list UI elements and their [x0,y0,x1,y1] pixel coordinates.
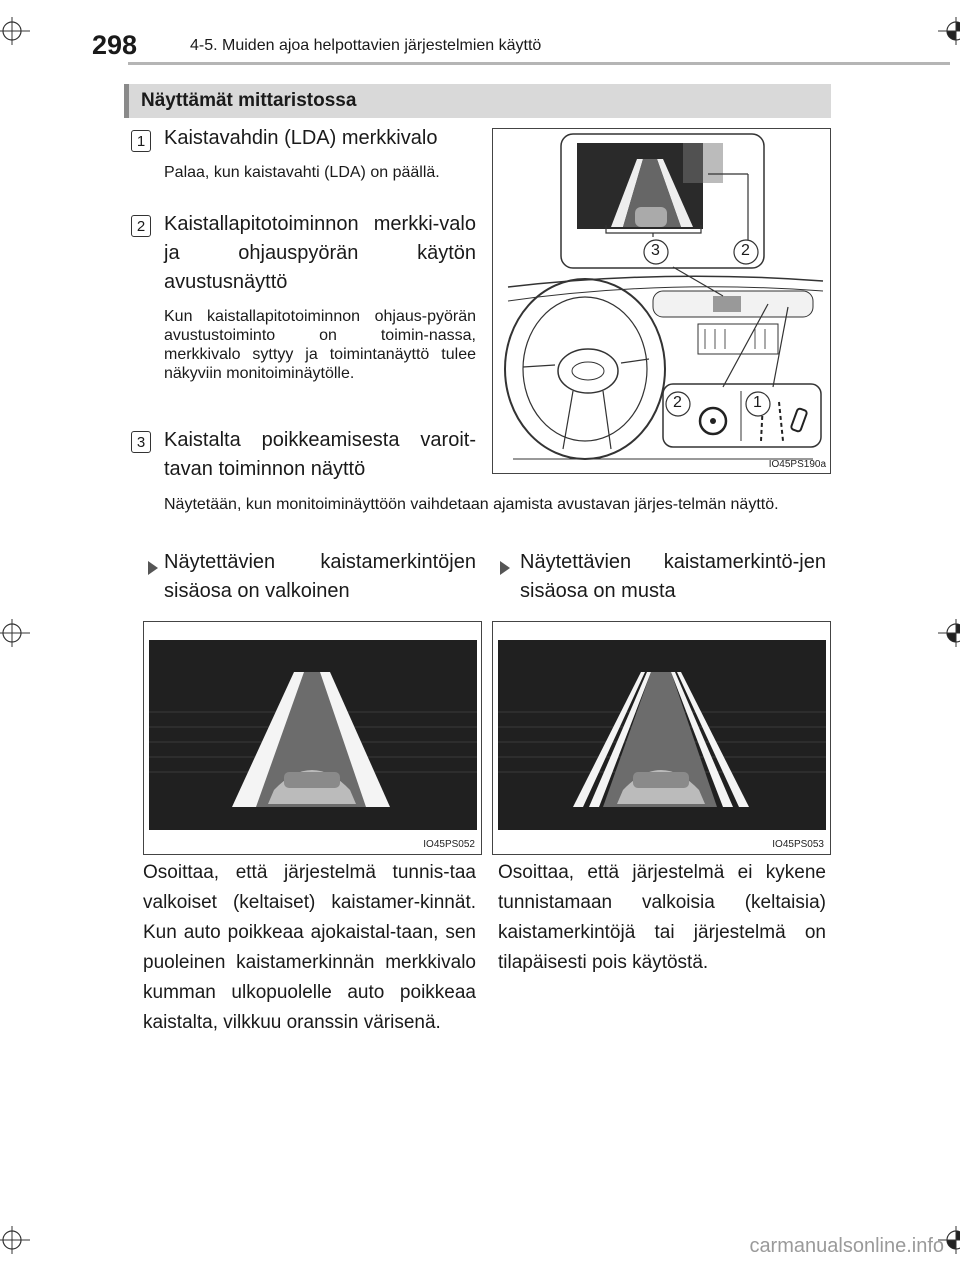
registration-mark-icon [0,13,36,49]
page-number: 298 [92,30,138,60]
lane-display-black [493,622,830,854]
section-header [124,84,831,118]
callout-1: 1 [745,391,771,422]
item-text: Kun kaistallapitotoiminnon ohjaus-pyörän avustustoiminto on toimin-nassa, merkkivalo syttyy ja toimintanäyttö tulee näkyviin monitoiminäytölle. [164,308,476,382]
callout-2: 2 [733,239,759,270]
dashboard-illustration [493,129,830,473]
bullet-arrow-icon [148,561,158,575]
registration-mark-icon [0,615,36,651]
bullet-arrow-icon [500,561,510,575]
registration-mark-icon [932,13,960,49]
callout-2-inset: 2 [665,391,691,422]
watermark: carmanualsonline.info [749,1235,944,1257]
chapter-title: 4-5. Muiden ajoa helpottavien järjestelmien käyttö [190,37,542,54]
section-title: Näyttämät mittaristossa [141,90,357,111]
callout-3: 3 [643,239,669,270]
figure-caption: Osoittaa, että järjestelmä ei kykene tunnistamaan valkoisia (keltaisia) kaistamerkintöjä tai järjestelmä on tilapäisesti pois käytöstä. [498,862,826,973]
lane-display-figure-white [143,621,482,855]
item-number: 1 [131,130,151,152]
header-rule [128,62,950,65]
item-text: Palaa, kun kaistavahti (LDA) on päällä. [164,164,440,181]
item-title: Kaistallapitotoiminnon merkki-valo ja ohjauspyörän käytön avustusnäyttö [164,213,476,293]
lane-display-figure-black [492,621,831,855]
figure-caption: Osoittaa, että järjestelmä tunnis-taa valkoiset (keltaiset) kaistamer-kinnät. Kun auto poikkeaa ajokaistal-taan, sen puoleinen kaistamerkinnän merkkivalo kumman ulkopuolelle auto poikkeaa kaistalta, vilkkuu oranssin värisenä. [143,862,476,1033]
item-title: Kaistalta poikkeamisesta varoit-tavan toiminnon näyttö [164,429,476,480]
subsection-heading: Näytettävien kaistamerkintöjen sisäosa on valkoinen [164,551,476,602]
item-number: 2 [131,215,151,237]
figure-code: IO45PS190a [768,459,826,470]
lane-display-white [144,622,481,854]
dashboard-figure [492,128,831,474]
item-title: Kaistavahdin (LDA) merkkivalo [164,127,438,149]
registration-mark-icon [0,1222,36,1258]
item-text: Näytetään, kun monitoiminäyttöön vaihdetaan ajamista avustavan järjes-telmän näyttö. [164,496,779,513]
registration-mark-icon [932,615,960,651]
subsection-heading: Näytettävien kaistamerkintö-jen sisäosa on musta [520,551,826,602]
item-number: 3 [131,431,151,453]
figure-code: IO45PS052 [423,839,475,850]
figure-code: IO45PS053 [772,839,824,850]
